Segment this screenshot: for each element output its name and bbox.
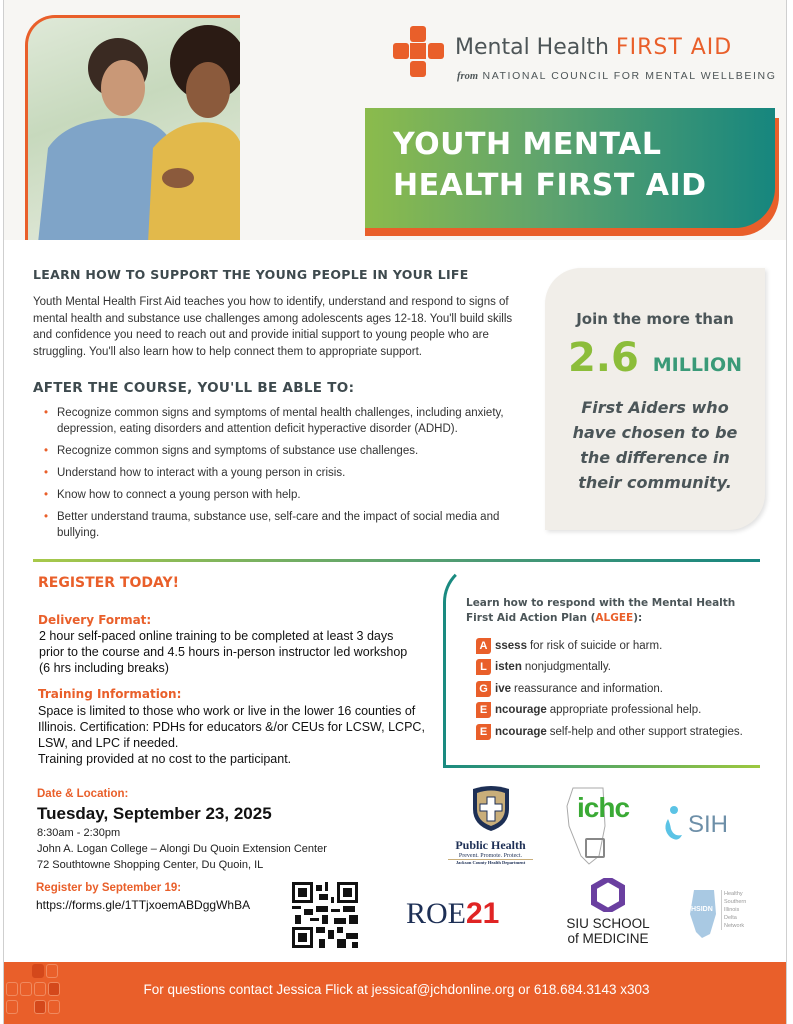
event-venue: John A. Logan College – Alongi Du Quoin Extension Center [37,843,327,855]
footer-contact: For questions contact Jessica Flick at jessicaf@jchdonline.org or 618.684.3143 x303 [143,982,650,997]
mhfa-cross-icon [393,26,445,78]
algee-title-prefix: Learn how to respond with the Mental Health First Aid Action Plan ( [466,597,736,624]
stat-value: 2.6 [567,335,639,381]
brand-org: NATIONAL COUNCIL FOR MENTAL WELLBEING [482,70,777,82]
qr-code[interactable] [292,882,358,948]
stat-callout [545,268,765,530]
algee-text: self-help and other support strategies. [549,725,743,738]
hsidn-text: HSIDN [691,906,713,913]
stat-description: First Aiders who have chosen to be the difference in their community. [572,398,738,492]
algee-item [476,678,743,700]
siu-line2: of MEDICINE [567,931,649,946]
siu-line1: SIU SCHOOL [566,916,650,931]
algee-letter-badge: A [476,638,491,654]
broken-image-icon [585,838,605,858]
algee-letter-badge: G [476,681,491,697]
training-line: Training provided at no cost to the participant. [38,752,292,766]
banner-title-line2: HEALTH FIRST AID [393,168,707,203]
ichc-logo [565,786,640,866]
banner-title-line1: YOUTH MENTAL [393,127,662,162]
algee-letter-badge: E [476,724,491,740]
roe-text: ROE [406,897,466,930]
event-address: 72 Southtowne Shopping Center, Du Quoin, IL [37,859,264,871]
event-date: Tuesday, September 23, 2025 [37,804,272,823]
brand-from: from [457,71,478,82]
outcome-item: • Recognize common signs and symptoms of mental health challenges, including anxiety, depression, eating disorders and attention deficit hyperactive disorder (ADHD). [35,405,505,437]
algee-item [476,721,743,743]
delivery-line: (6 hrs including breaks) [39,661,169,675]
brand-main: Mental Health [455,35,609,60]
delivery-label: Delivery Format: [38,613,152,627]
delivery-line: 2 hour self-paced online training to be completed at least 3 days [39,629,394,643]
illinois-map-icon [688,888,718,940]
hsidn-logo [688,888,748,940]
siu-hexagon-icon [591,878,625,912]
hero-photo [25,15,240,240]
algee-word: ncourage [495,704,547,717]
brand-subtitle [457,70,776,82]
brand-logo-text [455,35,732,60]
outcome-item: • Recognize common signs and symptoms of substance use challenges. [35,443,505,459]
event-details [37,825,327,873]
jchd-name: Public Health [455,838,526,852]
hsidn-full-name: Healthy Southern Illinois Delta Network [721,890,751,930]
sih-drop-icon [662,805,684,845]
algee-word: ssess [495,639,527,652]
algee-letter-badge: E [476,702,491,718]
algee-title [466,596,766,626]
training-line: Illinois. Certification: PDHs for educators &/or CEUs for LCSW, LCPC, [38,720,425,734]
intro-paragraph: Youth Mental Health First Aid teaches you how to identify, understand and respond to signs of mental health and substance use challenges among adolescents ages 12-18. You'll build skills and confidence you need to reach out and provide initial support to young people who are struggling. You'll also learn how to help connect them to appropriate support. [33,296,513,358]
delivery-text [39,628,407,676]
deadline-label: Register by September 19: [36,882,182,894]
register-title: REGISTER TODAY! [38,575,179,591]
training-text [38,703,425,767]
sih-logo [662,805,728,845]
algee-text: reassurance and information. [514,682,663,695]
jchd-dept: Jackson County Health Department [448,859,533,865]
stat-join: Join the more than [576,310,734,328]
delivery-line: prior to the course and 4.5 hours in-person instructor led workshop [39,645,408,659]
outcome-item: • Understand how to interact with a young person in crisis. [35,465,505,481]
shield-icon [469,785,513,833]
algee-title-suffix: ): [633,612,643,624]
jchd-logo [448,785,533,865]
algee-item [476,700,743,722]
stat-number [545,332,765,391]
algee-text: nonjudgmentally. [524,661,611,674]
algee-letter-badge: L [476,659,491,675]
date-label: Date & Location: [37,788,129,800]
sih-text: SIH [688,811,729,838]
roe-number: 21 [466,897,500,930]
outcomes-heading: AFTER THE COURSE, YOU'LL BE ABLE TO: [33,380,355,396]
outcome-item: • Know how to connect a young person with help. [35,487,505,503]
title-banner [365,108,775,228]
registration-link[interactable]: https://forms.gle/1TTjxoemABDggWhBA [36,898,251,912]
outcome-item: • Better understand trauma, substance use, self-care and the impact of social media and bullying. [35,509,505,541]
algee-word: ncourage [495,725,547,738]
jchd-tagline: Prevent. Promote. Protect. [458,853,523,859]
algee-word: isten [495,661,522,674]
outcomes-list [35,405,505,547]
ichc-text: ichc [577,792,630,823]
stat-unit: MILLION [652,354,743,376]
brand-accent: FIRST AID [615,35,733,60]
siu-med-logo [558,878,658,946]
training-label: Training Information: [38,687,182,701]
algee-text: appropriate professional help. [549,704,702,717]
intro-heading: LEARN HOW TO SUPPORT THE YOUNG PEOPLE IN YOUR LIFE [33,267,469,282]
algee-box-bottom [443,765,760,768]
algee-list [476,635,743,743]
algee-text: for risk of suicide or harm. [529,639,663,652]
algee-word: ive [495,682,511,695]
training-line: LSW, and LPC if needed. [38,736,179,750]
event-time: 8:30am - 2:30pm [37,827,121,839]
algee-acronym: ALGEE [595,612,634,624]
roe21-logo [406,897,499,931]
training-line: Space is limited to those who work or live in the lower 16 counties of [38,704,416,718]
algee-item [476,635,743,657]
algee-item [476,657,743,679]
